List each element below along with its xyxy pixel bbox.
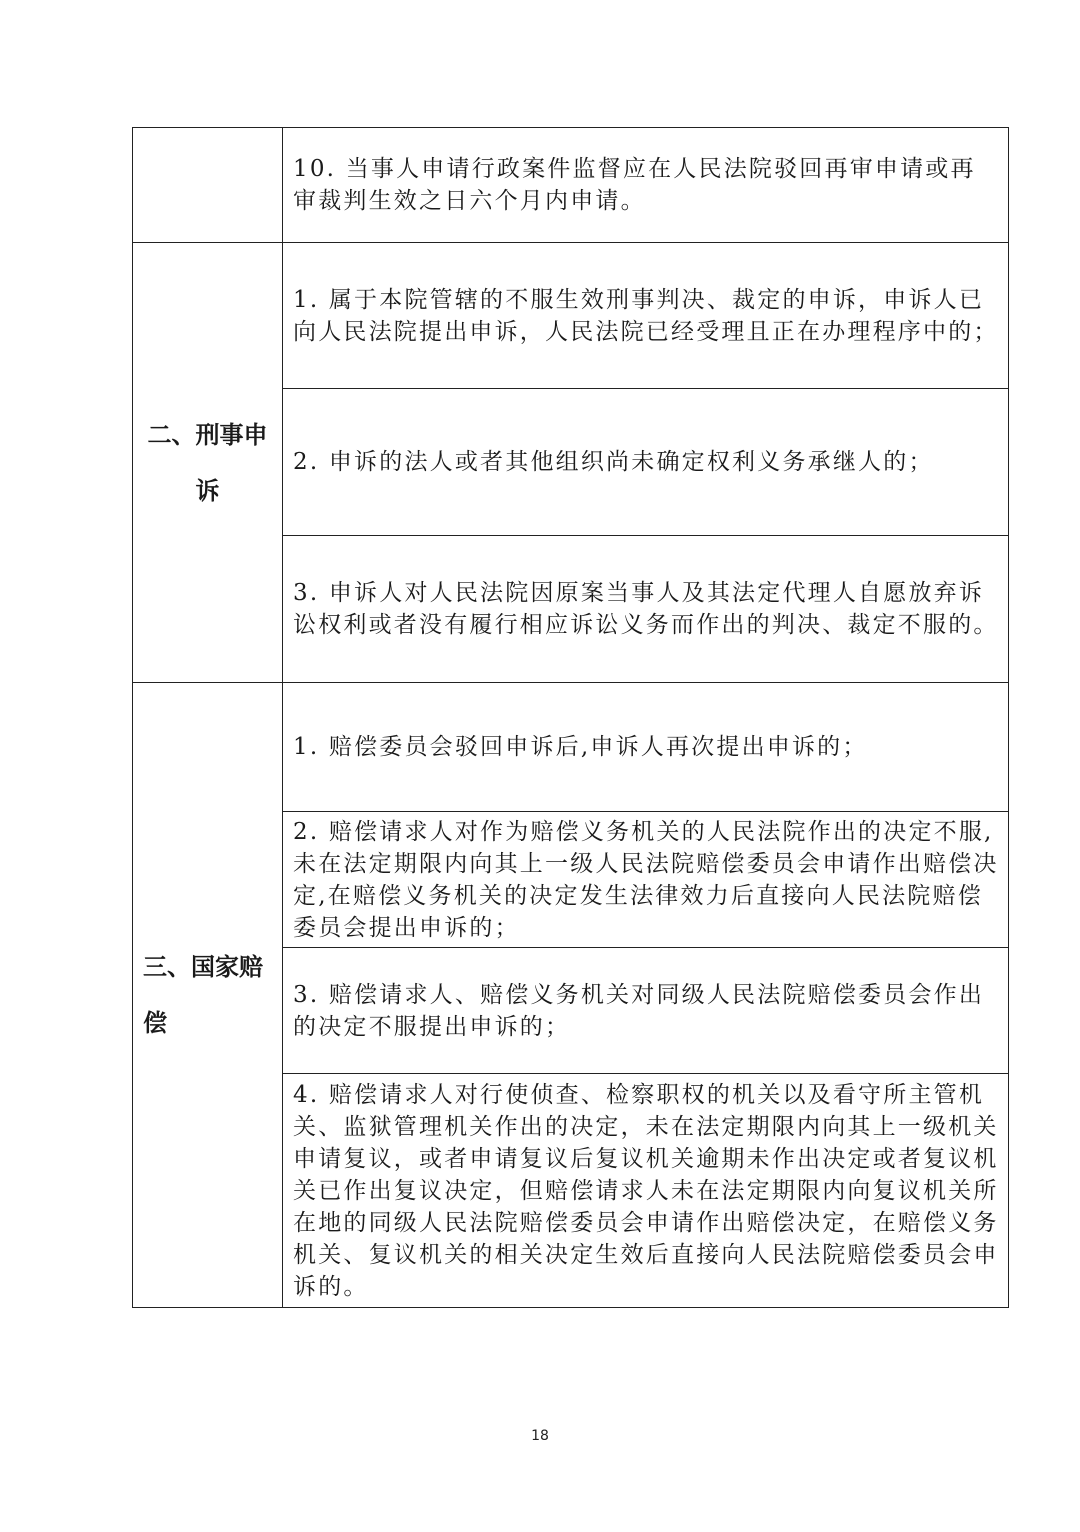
category-cell-empty [133, 128, 283, 243]
provisions-table [132, 127, 1009, 1308]
item-state-1: 1. 赔偿委员会驳回申诉后,申诉人再次提出申诉的； [283, 683, 1009, 812]
category-label-line2: 诉 [195, 476, 220, 505]
table-row [133, 243, 1009, 389]
category-label-line2: 偿 [143, 1009, 167, 1037]
item-criminal-2: 2. 申诉的法人或者其他组织尚未确定权利义务承继人的； [283, 389, 1009, 536]
category-state-compensation [133, 683, 283, 1308]
category-label-line1: 二、刑事申 [147, 420, 268, 449]
item-admin-10: 10. 当事人申请行政案件监督应在人民法院驳回再审申请或再审裁判生效之日六个月内申请。 [283, 128, 1009, 243]
category-label-line1: 三、国家赔 [143, 953, 263, 981]
item-state-2: 2. 赔偿请求人对作为赔偿义务机关的人民法院作出的决定不服,未在法定期限内向其上一级人民法院赔偿委员会申请作出赔偿决定,在赔偿义务机关的决定发生法律效力后直接向人民法院赔偿委员会提出申诉的； [283, 812, 1009, 948]
item-criminal-3: 3. 申诉人对人民法院因原案当事人及其法定代理人自愿放弃诉讼权利或者没有履行相应诉讼义务而作出的判决、裁定不服的。 [283, 536, 1009, 683]
table-row [133, 128, 1009, 243]
table-row [133, 683, 1009, 812]
page-number: 18 [531, 1428, 549, 1444]
item-criminal-1: 1. 属于本院管辖的不服生效刑事判决、裁定的申诉，申诉人已向人民法院提出申诉，人民法院已经受理且正在办理程序中的； [283, 243, 1009, 389]
item-state-3: 3. 赔偿请求人、赔偿义务机关对同级人民法院赔偿委员会作出的决定不服提出申诉的； [283, 948, 1009, 1074]
category-criminal-appeal [133, 243, 283, 683]
item-state-4: 4. 赔偿请求人对行使侦查、检察职权的机关以及看守所主管机关、监狱管理机关作出的决定，未在法定期限内向其上一级机关申请复议，或者申请复议后复议机关逾期未作出决定或者复议机关已作出复议决定，但赔偿请求人未在法定期限内向复议机关所在地的同级人民法院赔偿委员会申请作出赔偿决定，在赔偿义务机关、复议机关的相关决定生效后直接向人民法院赔偿委员会申诉的。 [283, 1074, 1009, 1308]
